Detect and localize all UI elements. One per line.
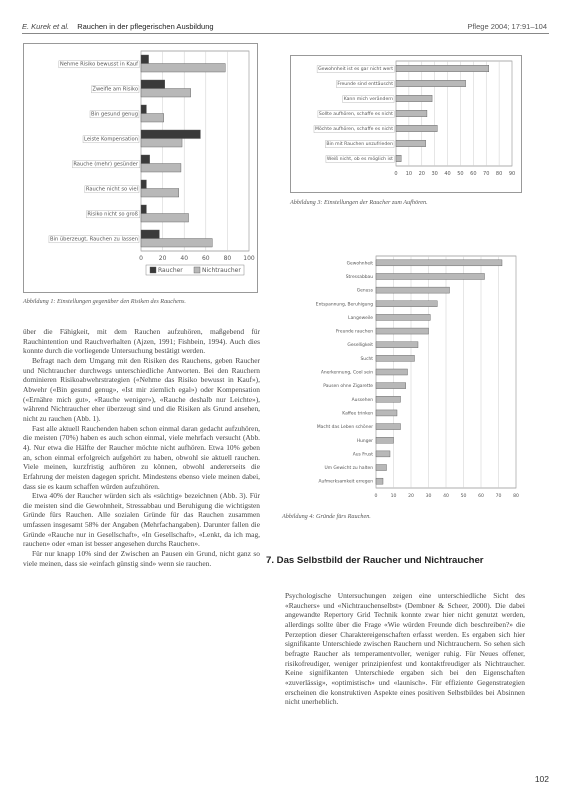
- category-label: Risiko nicht so groß: [87, 211, 138, 218]
- category-label: Kaffee trinken: [342, 411, 373, 417]
- x-tick-label: 20: [418, 171, 425, 177]
- header-journal: Pflege 2004; 17:91–104: [467, 22, 547, 31]
- x-tick-label: 40: [180, 255, 189, 262]
- paragraph: Für nur knapp 10% sind der Zwischen an Pausen ein Grund, nicht ganz so viele meinen, dass sie «einfach günstig sind» wenn sie rauchen.: [23, 549, 260, 568]
- category-label: Sollte aufhören, schaffe es nicht: [318, 112, 393, 118]
- category-label: Freunde rauchen: [335, 329, 373, 335]
- bar: [376, 301, 437, 307]
- figure-1-caption: Abbildung 1: Einstellungen gegenüber den Risiken des Rauchens.: [23, 298, 186, 305]
- figure-4-caption: Abbildung 4: Gründe fürs Rauchen.: [282, 513, 371, 520]
- x-tick-label: 10: [390, 494, 397, 499]
- bar: [141, 114, 164, 123]
- bar: [396, 125, 437, 132]
- category-label: Macht das Leben schöner: [316, 425, 373, 431]
- x-tick-label: 60: [470, 171, 477, 177]
- x-tick-label: 20: [158, 255, 167, 262]
- bar: [376, 342, 418, 348]
- bar: [376, 273, 485, 279]
- x-tick-label: 50: [460, 494, 467, 499]
- x-tick-label: 60: [478, 494, 484, 499]
- legend-label: Nichtraucher: [202, 267, 241, 274]
- category-label: Geselligkeit: [347, 343, 373, 349]
- right-text-column: [285, 591, 525, 707]
- header-rule: [22, 33, 549, 34]
- paragraph: Befragt nach dem Umgang mit den Risiken des Rauchens, geben Raucher und Nichtraucher durchwegs unterschiedliche Antworten. Bei den Rauchern dominieren Risikoabwehrstrategien («Nehme das Risiko bewusst in Kauf»), Abwehr («Bin gesund genug», «Ist mir ziemlich egal») oder Kompensation («Ernähre mich gut», «Rauche weniger»), «Rauche deshalb nur Leichte»), während Nichtraucher eher überzeugt sind und die Risiken als Grund ansehen, nicht zu rauchen (Abb. 1).: [23, 355, 260, 423]
- x-tick-label: 20: [408, 494, 414, 499]
- bar: [141, 55, 149, 64]
- category-label: Aufmerksamkeit erregen: [318, 479, 373, 485]
- figure-3-svg: [290, 55, 522, 193]
- x-tick-label: 10: [405, 171, 413, 177]
- bar: [396, 80, 466, 87]
- category-label: Freunde sind enttäuscht: [337, 82, 393, 88]
- category-label: Nehme Risiko bewusst in Kauf: [59, 61, 138, 68]
- x-tick-label: 90: [508, 171, 516, 177]
- bar: [141, 180, 146, 189]
- bar: [376, 369, 408, 375]
- x-tick-label: 0: [139, 255, 143, 262]
- x-tick-label: 80: [495, 171, 503, 177]
- x-tick-label: 80: [513, 494, 519, 499]
- x-tick-label: 0: [374, 494, 378, 499]
- bar: [376, 410, 397, 416]
- category-label: Langeweile: [348, 315, 373, 321]
- bar: [141, 64, 225, 73]
- bar: [376, 451, 390, 457]
- x-tick-label: 100: [243, 255, 255, 262]
- x-tick-label: 30: [431, 171, 438, 177]
- bar: [376, 396, 401, 402]
- bar: [396, 65, 489, 72]
- bar: [141, 164, 181, 173]
- bar: [376, 355, 415, 361]
- bar: [141, 105, 146, 114]
- bar: [141, 239, 212, 248]
- figure-1-chart: [23, 43, 258, 293]
- category-label: Kann mich verändern: [343, 97, 393, 103]
- legend-swatch: [150, 267, 156, 273]
- category-label: Möchte aufhören, schaffe es nicht: [314, 127, 393, 133]
- category-label: Weiß nicht, ob es möglich ist: [326, 157, 393, 163]
- figure-3-caption: Abbildung 3: Einstellungen der Raucher zum Aufhören.: [290, 199, 428, 206]
- header-author: E. Kurek et al.: [22, 22, 70, 31]
- bar: [141, 214, 189, 223]
- category-label: Gewohnheit ist es gar nicht wert: [318, 67, 393, 73]
- category-label: Anerkennung, Cool sein: [320, 370, 373, 376]
- category-label: Entspannung, Beruhigung: [315, 302, 373, 308]
- bar: [376, 424, 401, 430]
- category-label: Sucht: [360, 356, 373, 362]
- figure-4-svg: [280, 252, 525, 504]
- bar: [376, 465, 387, 471]
- category-label: Hunger: [356, 438, 373, 444]
- page-number: 102: [534, 774, 549, 784]
- paragraph: über die Fähigkeit, mit dem Rauchen aufzuhören, maßgebend für Rauchintention und Rauchverhalten (Ajzen, 1991; Fishbein, 1994). Auch dies konnte durch die vorliegende Untersuchung bestätigt werden.: [23, 327, 260, 356]
- category-label: Zweifle am Risiko: [92, 86, 138, 93]
- bar: [376, 478, 383, 484]
- x-tick-label: 70: [495, 494, 502, 499]
- section-heading: 7. Das Selbstbild der Raucher und Nichtraucher: [266, 555, 484, 566]
- bar: [376, 383, 406, 389]
- x-tick-label: 50: [457, 171, 464, 177]
- x-tick-label: 80: [223, 255, 232, 262]
- bar: [396, 110, 427, 117]
- category-label: Bin gesund genug: [91, 111, 138, 118]
- legend-swatch: [194, 267, 200, 273]
- bar: [141, 189, 179, 198]
- bar: [141, 80, 165, 89]
- bar: [141, 205, 146, 214]
- bar: [141, 230, 159, 239]
- x-tick-label: 0: [394, 171, 398, 177]
- bar: [141, 130, 200, 139]
- x-tick-label: 70: [483, 171, 490, 177]
- category-label: Leiste Kompensation: [84, 136, 138, 143]
- bar: [396, 140, 426, 147]
- category-label: Gewohnheit: [346, 261, 373, 267]
- bar: [376, 287, 450, 293]
- figure-1-svg: [23, 43, 258, 293]
- category-label: Bin mit Rauchen unzufrieden: [326, 142, 393, 148]
- category-label: Pausen ohne Zigarette: [323, 384, 373, 390]
- paragraph: Psychologische Untersuchungen zeigen eine unterschiedliche Sicht des «Rauchers» und «Nichtrauchenselbst» (Dembner & Scheer, 2000). Die dabei angewandte Repertory Grid Technik konnte zwar hier nicht genutzt werden, allerdings sollte über die Frage «Wie würden Freunde dich beschreiben?» die Perzeption dieser Charaktereigenschaften erfasst werden. Es ergaben sich hier signifikante Unterschiede zwischen Rauchern und Nichtrauchern. So sehen sich befragte Raucher als temperamentvoller, weniger ruhig. Für Neues offener, risikofreudiger, weniger prinzipienfest und kontaktfreudiger als Nichtraucher. Keine signifikanten Unterschiede ergaben sich bei den Eigenschaften «zuverlässig», «optimistisch» und «launisch». Für effiziente Gegenstrategien erscheinen die konstruktiven Aspekte eines positiven Selbstbildes bei Absinnen nicht unerheblich.: [285, 591, 525, 707]
- bar: [376, 437, 394, 443]
- category-label: Stressabbau: [345, 275, 373, 281]
- x-tick-label: 40: [443, 494, 449, 499]
- bar: [376, 328, 429, 334]
- bar: [141, 89, 191, 98]
- left-text-column: [23, 327, 260, 568]
- running-header-left: [22, 22, 214, 31]
- x-tick-label: 40: [444, 171, 451, 177]
- paragraph: Fast alle aktuell Rauchenden haben schon einmal daran gedacht aufzuhören, die meisten (70%) haben es auch schon einmal, viele mehrfach versucht (Abb. 4). Nur etwa die Hälfte der Raucher möchte nicht aufhören. Etwa 10% geben an, schon einmal erfolgreich aufgehört zu haben, obwohl sie aktuell rauchen. Viele meinen, kurzfristig aufhören zu können, obwohl andererseits die Erfahrung der meisten dagegen spricht. Mindestens ebenso viele meinen dabei, dass sie es kaum schaffen würden aufzuhören.: [23, 423, 260, 491]
- category-label: Um Gewicht zu halten: [324, 466, 373, 472]
- category-label: Rauche (mehr) gesünder: [73, 161, 138, 168]
- x-tick-label: 60: [201, 255, 210, 262]
- bar: [141, 155, 150, 164]
- category-label: Genuss: [356, 288, 373, 294]
- bar: [141, 139, 182, 148]
- bar: [376, 314, 430, 320]
- category-label: Aussehen: [351, 397, 373, 403]
- figure-3-chart: [290, 55, 522, 193]
- figure-4-chart: [280, 252, 525, 504]
- category-label: Aus Frust: [352, 452, 373, 458]
- bar: [376, 260, 502, 266]
- bar: [396, 95, 432, 102]
- header-title: Rauchen in der pflegerischen Ausbildung: [77, 22, 214, 31]
- x-tick-label: 30: [425, 494, 432, 499]
- legend-label: Raucher: [158, 267, 183, 274]
- category-label: Bin überzeugt, Rauchen zu lassen: [49, 236, 138, 243]
- paragraph: Etwa 40% der Raucher würden sich als «süchtig» bezeichnen (Abb. 3). Für die meisten sind die Gewohnheit, Stressabbau und Beruhigung die wichtigsten Gründe fürs Rauchen. Alle sozialen Gründe für das Rauchen zusammen umfassen insgesamt 58% der Angaben (Mehrfachangaben). Darunter fallen die Gründe «Rauche nur in Gesellschaft», «In Gesellschaft», «Lenkt, da ich mag, rauchen» oder «man ist besser angesehen durchs Rauchen».: [23, 491, 260, 549]
- bar: [396, 155, 401, 162]
- category-label: Rauche nicht so viel: [85, 186, 138, 193]
